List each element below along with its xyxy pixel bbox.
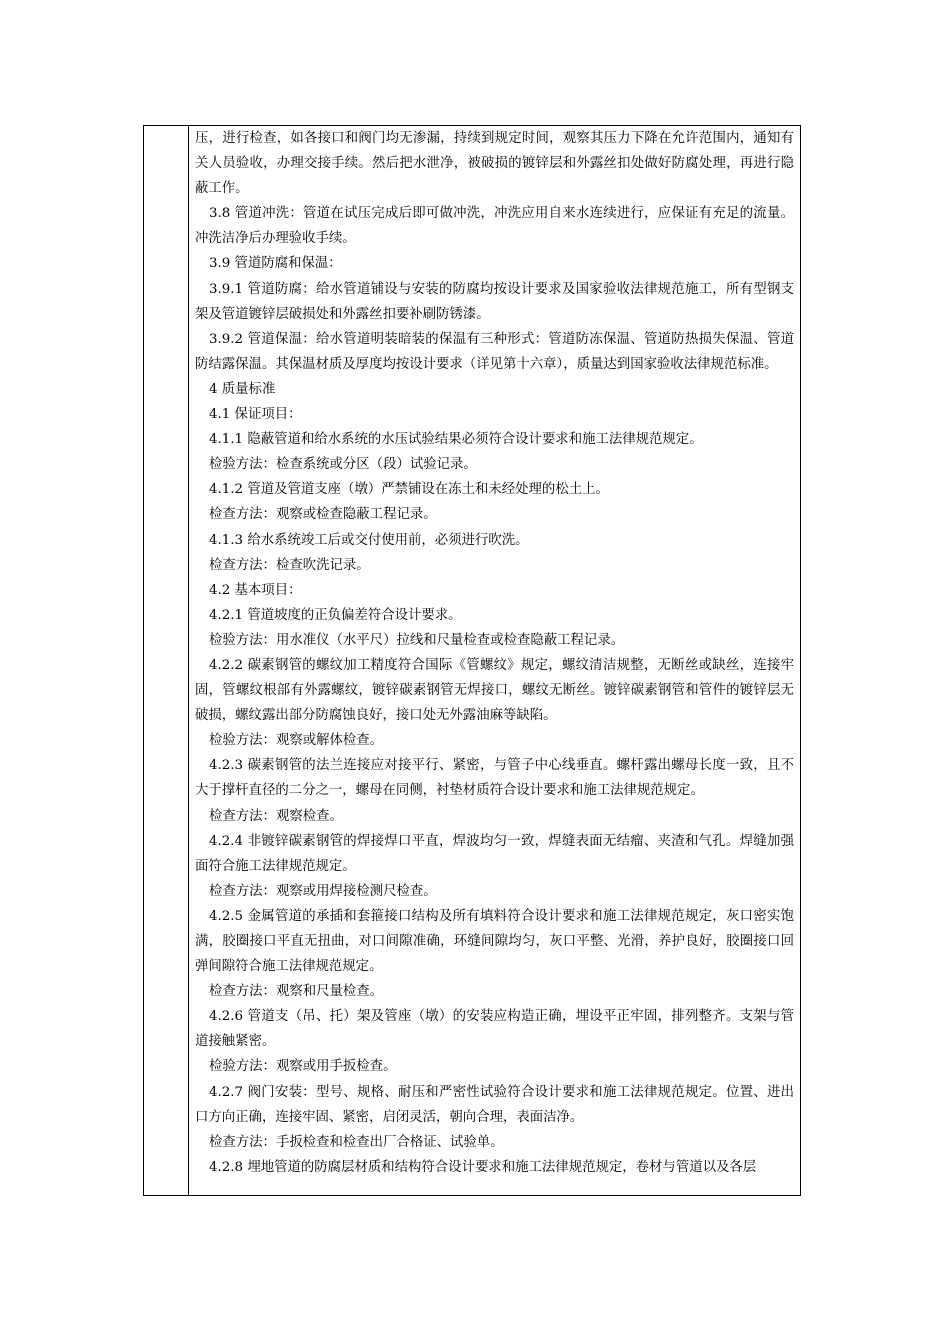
paragraph: 检查方法：观察检查。 [209, 808, 343, 824]
paragraph: 检查方法：观察和尺量检查。 [209, 984, 384, 1000]
paragraph: 检查方法：观察或检查隐蔽工程记录。 [209, 507, 437, 523]
table-content-column [189, 126, 800, 1195]
paragraph: 3.9.2 管道保温：给水管道明装暗装的保温有三种形式：管道防冻保温、管道防热损失保温、管道防结露保温。其保温材质及厚度均按设计要求（详见第十六章），质量达到国家验收法律规范标准。 [195, 331, 794, 372]
paragraph: 4.2.4 非镀锌碳素钢管的焊接焊口平直，焊波均匀一致，焊缝表面无结瘤、夹渣和气孔。焊缝加强面符合施工法律规范规定。 [195, 833, 794, 874]
paragraph: 4.1.3 给水系统竣工后或交付使用前，必须进行吹洗。 [209, 532, 529, 548]
paragraph: 检验方法：检查系统或分区（段）试验记录。 [209, 457, 477, 473]
paragraph: 4 质量标准 [209, 381, 276, 397]
paragraph: 3.9 管道防腐和保温： [209, 256, 342, 272]
paragraph: 检验方法：用水准仪（水平尺）拉线和尺量检查或检查隐蔽工程记录。 [209, 632, 625, 648]
paragraph: 4.1.1 隐蔽管道和给水系统的水压试验结果必须符合设计要求和施工法律规范规定。 [209, 432, 703, 448]
paragraph: 压，进行检查，如各接口和阀门均无渗漏，持续到规定时间，观察其压力下降在允许范围内，通知有关人员验收，办理交接手续。然后把水泄净，被破损的镀锌层和外露丝扣处做好防腐处理，再进行隐蔽工作。 [195, 131, 794, 197]
paragraph: 4.2.8 埋地管道的防腐层材质和结构符合设计要求和施工法律规范规定，卷材与管道以及各层 [209, 1159, 757, 1175]
paragraph: 4.2.1 管道坡度的正负偏差符合设计要求。 [209, 607, 462, 623]
paragraph: 检查方法：手扳检查和检查出厂合格证、试验单。 [209, 1134, 504, 1150]
paragraph: 检验方法：观察或解体检查。 [209, 733, 384, 749]
paragraph: 4.2.7 阀门安装：型号、规格、耐压和严密性试验符合设计要求和施工法律规范规定。位置、进出口方向正确，连接牢固、紧密，启闭灵活，朝向合理，表面洁净。 [195, 1084, 794, 1125]
paragraph: 3.9.1 管道防腐：给水管道铺设与安装的防腐均按设计要求及国家验收法律规范施工，所有型钢支架及管道镀锌层破损处和外露丝扣要补刷防锈漆。 [195, 281, 794, 322]
paragraph: 4.2.5 金属管道的承插和套箍接口结构及所有填料符合设计要求和施工法律规范规定，灰口密实饱满，胶圈接口平直无扭曲，对口间隙准确，环缝间隙均匀，灰口平整、光滑，养护良好，胶圈接口回弹间隙符合施工法律规范规定。 [195, 908, 794, 975]
paragraph: 4.2.3 碳素钢管的法兰连接应对接平行、紧密，与管子中心线垂直。螺杆露出螺母长度一致，且不大于撑杆直径的二分之一，螺母在同侧，衬垫材质符合设计要求和施工法律规范规定。 [195, 758, 794, 799]
paragraph: 4.2.2 碳素钢管的螺纹加工精度符合国际《管螺纹》规定，螺纹清洁规整，无断丝或缺丝，连接牢固，管螺纹根部有外露螺纹，镀锌碳素钢管无焊接口，螺纹无断丝。镀锌碳素钢管和管件的镀锌层无破损，螺纹露出部分防腐蚀良好，接口处无外露油麻等缺陷。 [195, 657, 794, 724]
table-left-column [144, 126, 189, 1195]
paragraph: 4.2 基本项目： [209, 582, 302, 598]
paragraph: 4.1 保证项目： [209, 407, 302, 423]
paragraph: 4.1.2 管道及管道支座（墩）严禁铺设在冻土和未经处理的松土上。 [209, 482, 609, 498]
paragraph: 3.8 管道冲洗：管道在试压完成后即可做冲洗，冲洗应用自来水连续进行，应保证有充足的流量。冲洗洁净后办理验收手续。 [195, 206, 794, 247]
paragraph: 检验方法：观察或用手扳检查。 [209, 1059, 397, 1075]
paragraph: 检查方法：检查吹洗记录。 [209, 557, 370, 573]
paragraph: 检查方法：观察或用焊接检测尺检查。 [209, 883, 437, 899]
document-table [143, 125, 801, 1196]
paragraph: 4.2.6 管道支（吊、托）架及管座（墩）的安装应构造正确，埋设平正牢固，排列整齐。支架与管道接触紧密。 [195, 1009, 794, 1050]
